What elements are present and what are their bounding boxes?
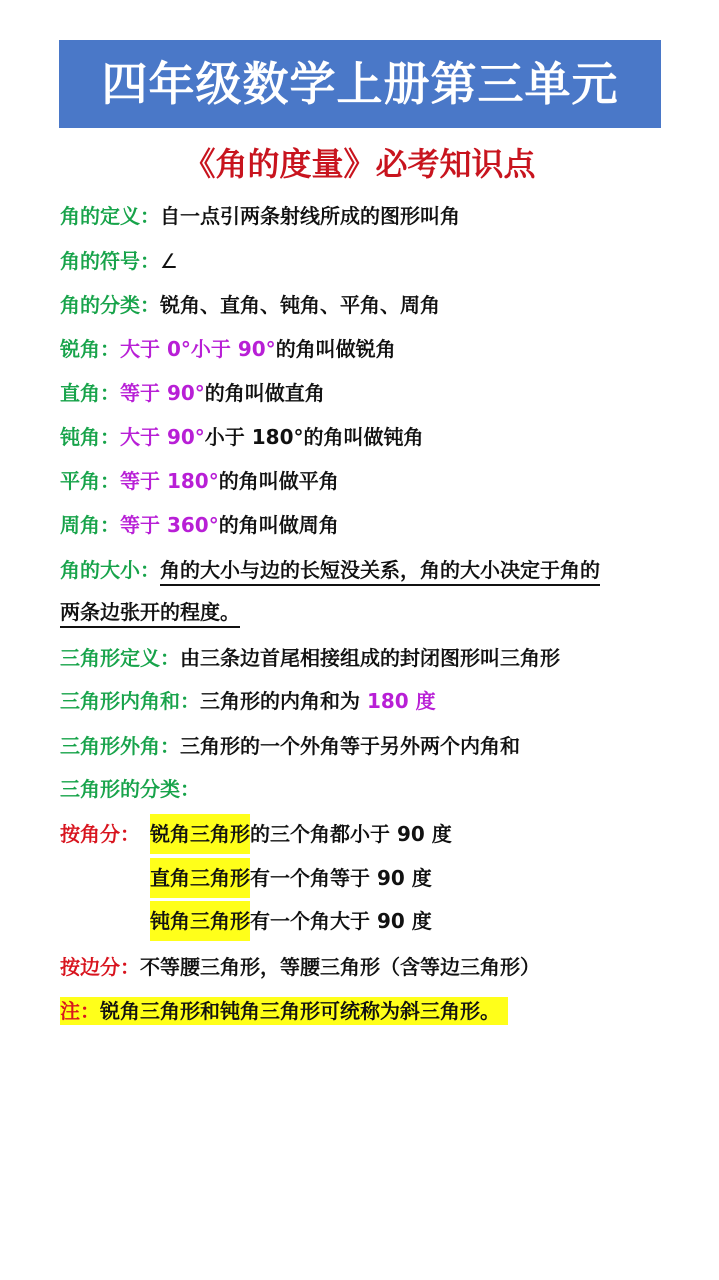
angle-size-line	[60, 555, 600, 585]
right-triangle-name: 直角三角形	[150, 858, 250, 898]
straight-angle-label: 平角：	[60, 469, 120, 493]
by-angle-line-3	[150, 906, 432, 936]
angle-symbol-line	[60, 246, 178, 276]
angle-size-label: 角的大小：	[60, 558, 160, 582]
triangle-inner-angle-text: 三角形的内角和为	[200, 689, 367, 713]
obtuse-triangle-text: 有一个角大于 90 度	[250, 909, 432, 933]
angle-size-text-2: 两条边张开的程度。	[60, 600, 240, 624]
right-angle-label: 直角：	[60, 381, 120, 405]
by-angle-label: 按角分：	[60, 822, 140, 846]
angle-definition-label: 角的定义：	[60, 204, 160, 228]
page-title: 四年级数学上册第三单元	[101, 57, 619, 111]
triangle-inner-angle-label: 三角形内角和：	[60, 689, 200, 713]
note-label: 注：	[60, 999, 100, 1023]
triangle-outer-angle-text: 三角形的一个外角等于另外两个内角和	[180, 734, 520, 758]
right-angle-value: 等于 90°	[120, 381, 205, 405]
right-triangle-text: 有一个角等于 90 度	[250, 866, 432, 890]
by-side-text: 不等腰三角形，等腰三角形（含等边三角形）	[140, 955, 540, 979]
round-angle-text: 的角叫做周角	[218, 513, 339, 537]
triangle-classification-label: 三角形的分类：	[60, 777, 200, 801]
triangle-classification-line	[60, 774, 200, 804]
triangle-outer-angle-line	[60, 731, 520, 761]
angle-classification-label: 角的分类：	[60, 293, 160, 317]
by-angle-line-1	[60, 819, 452, 849]
by-side-label: 按边分：	[60, 955, 140, 979]
triangle-definition-label: 三角形定义：	[60, 646, 180, 670]
straight-angle-text: 的角叫做平角	[218, 469, 339, 493]
round-angle-label: 周角：	[60, 513, 120, 537]
round-angle-line	[60, 510, 339, 540]
angle-size-text-1: 角的大小与边的长短没关系，角的大小决定于角的	[160, 558, 600, 582]
triangle-definition-text: 由三条边首尾相接组成的封闭图形叫三角形	[180, 646, 560, 670]
acute-angle-text: 的角叫做锐角	[275, 337, 396, 361]
obtuse-angle-value: 大于 90°	[120, 425, 205, 449]
right-angle-text: 的角叫做直角	[204, 381, 325, 405]
note-text: 锐角三角形和钝角三角形可统称为斜三角形。	[100, 999, 500, 1023]
straight-angle-value: 等于 180°	[120, 469, 219, 493]
by-side-line	[60, 952, 540, 982]
title-banner	[59, 40, 661, 128]
obtuse-triangle-name: 钝角三角形	[150, 901, 250, 941]
note-line	[60, 996, 508, 1026]
straight-angle-line	[60, 466, 339, 496]
angle-size-line-2	[60, 597, 240, 627]
acute-angle-value: 大于 0°小于 90°	[120, 337, 276, 361]
triangle-outer-angle-label: 三角形外角：	[60, 734, 180, 758]
angle-classification-line	[60, 290, 440, 320]
page-subtitle: 《角的度量》必考知识点	[183, 145, 536, 183]
triangle-inner-angle-value: 180 度	[366, 689, 436, 713]
obtuse-angle-text: 小于 180°的角叫做钝角	[204, 425, 424, 449]
right-angle-line	[60, 378, 325, 408]
obtuse-angle-line	[60, 422, 424, 452]
by-angle-line-2	[150, 863, 432, 893]
angle-definition-line	[60, 201, 460, 231]
acute-angle-label: 锐角：	[60, 337, 120, 361]
triangle-definition-line	[60, 643, 560, 673]
round-angle-value: 等于 360°	[120, 513, 219, 537]
angle-symbol-text: ∠	[160, 249, 178, 273]
obtuse-angle-label: 钝角：	[60, 425, 120, 449]
acute-triangle-text: 的三个角都小于 90 度	[250, 822, 452, 846]
angle-definition-text: 自一点引两条射线所成的图形叫角	[160, 204, 460, 228]
angle-symbol-label: 角的符号：	[60, 249, 160, 273]
acute-triangle-name: 锐角三角形	[150, 814, 250, 854]
acute-angle-line	[60, 334, 396, 364]
note-highlight	[60, 997, 508, 1025]
angle-classification-text: 锐角、直角、钝角、平角、周角	[160, 293, 440, 317]
triangle-inner-angle-line	[60, 686, 436, 716]
